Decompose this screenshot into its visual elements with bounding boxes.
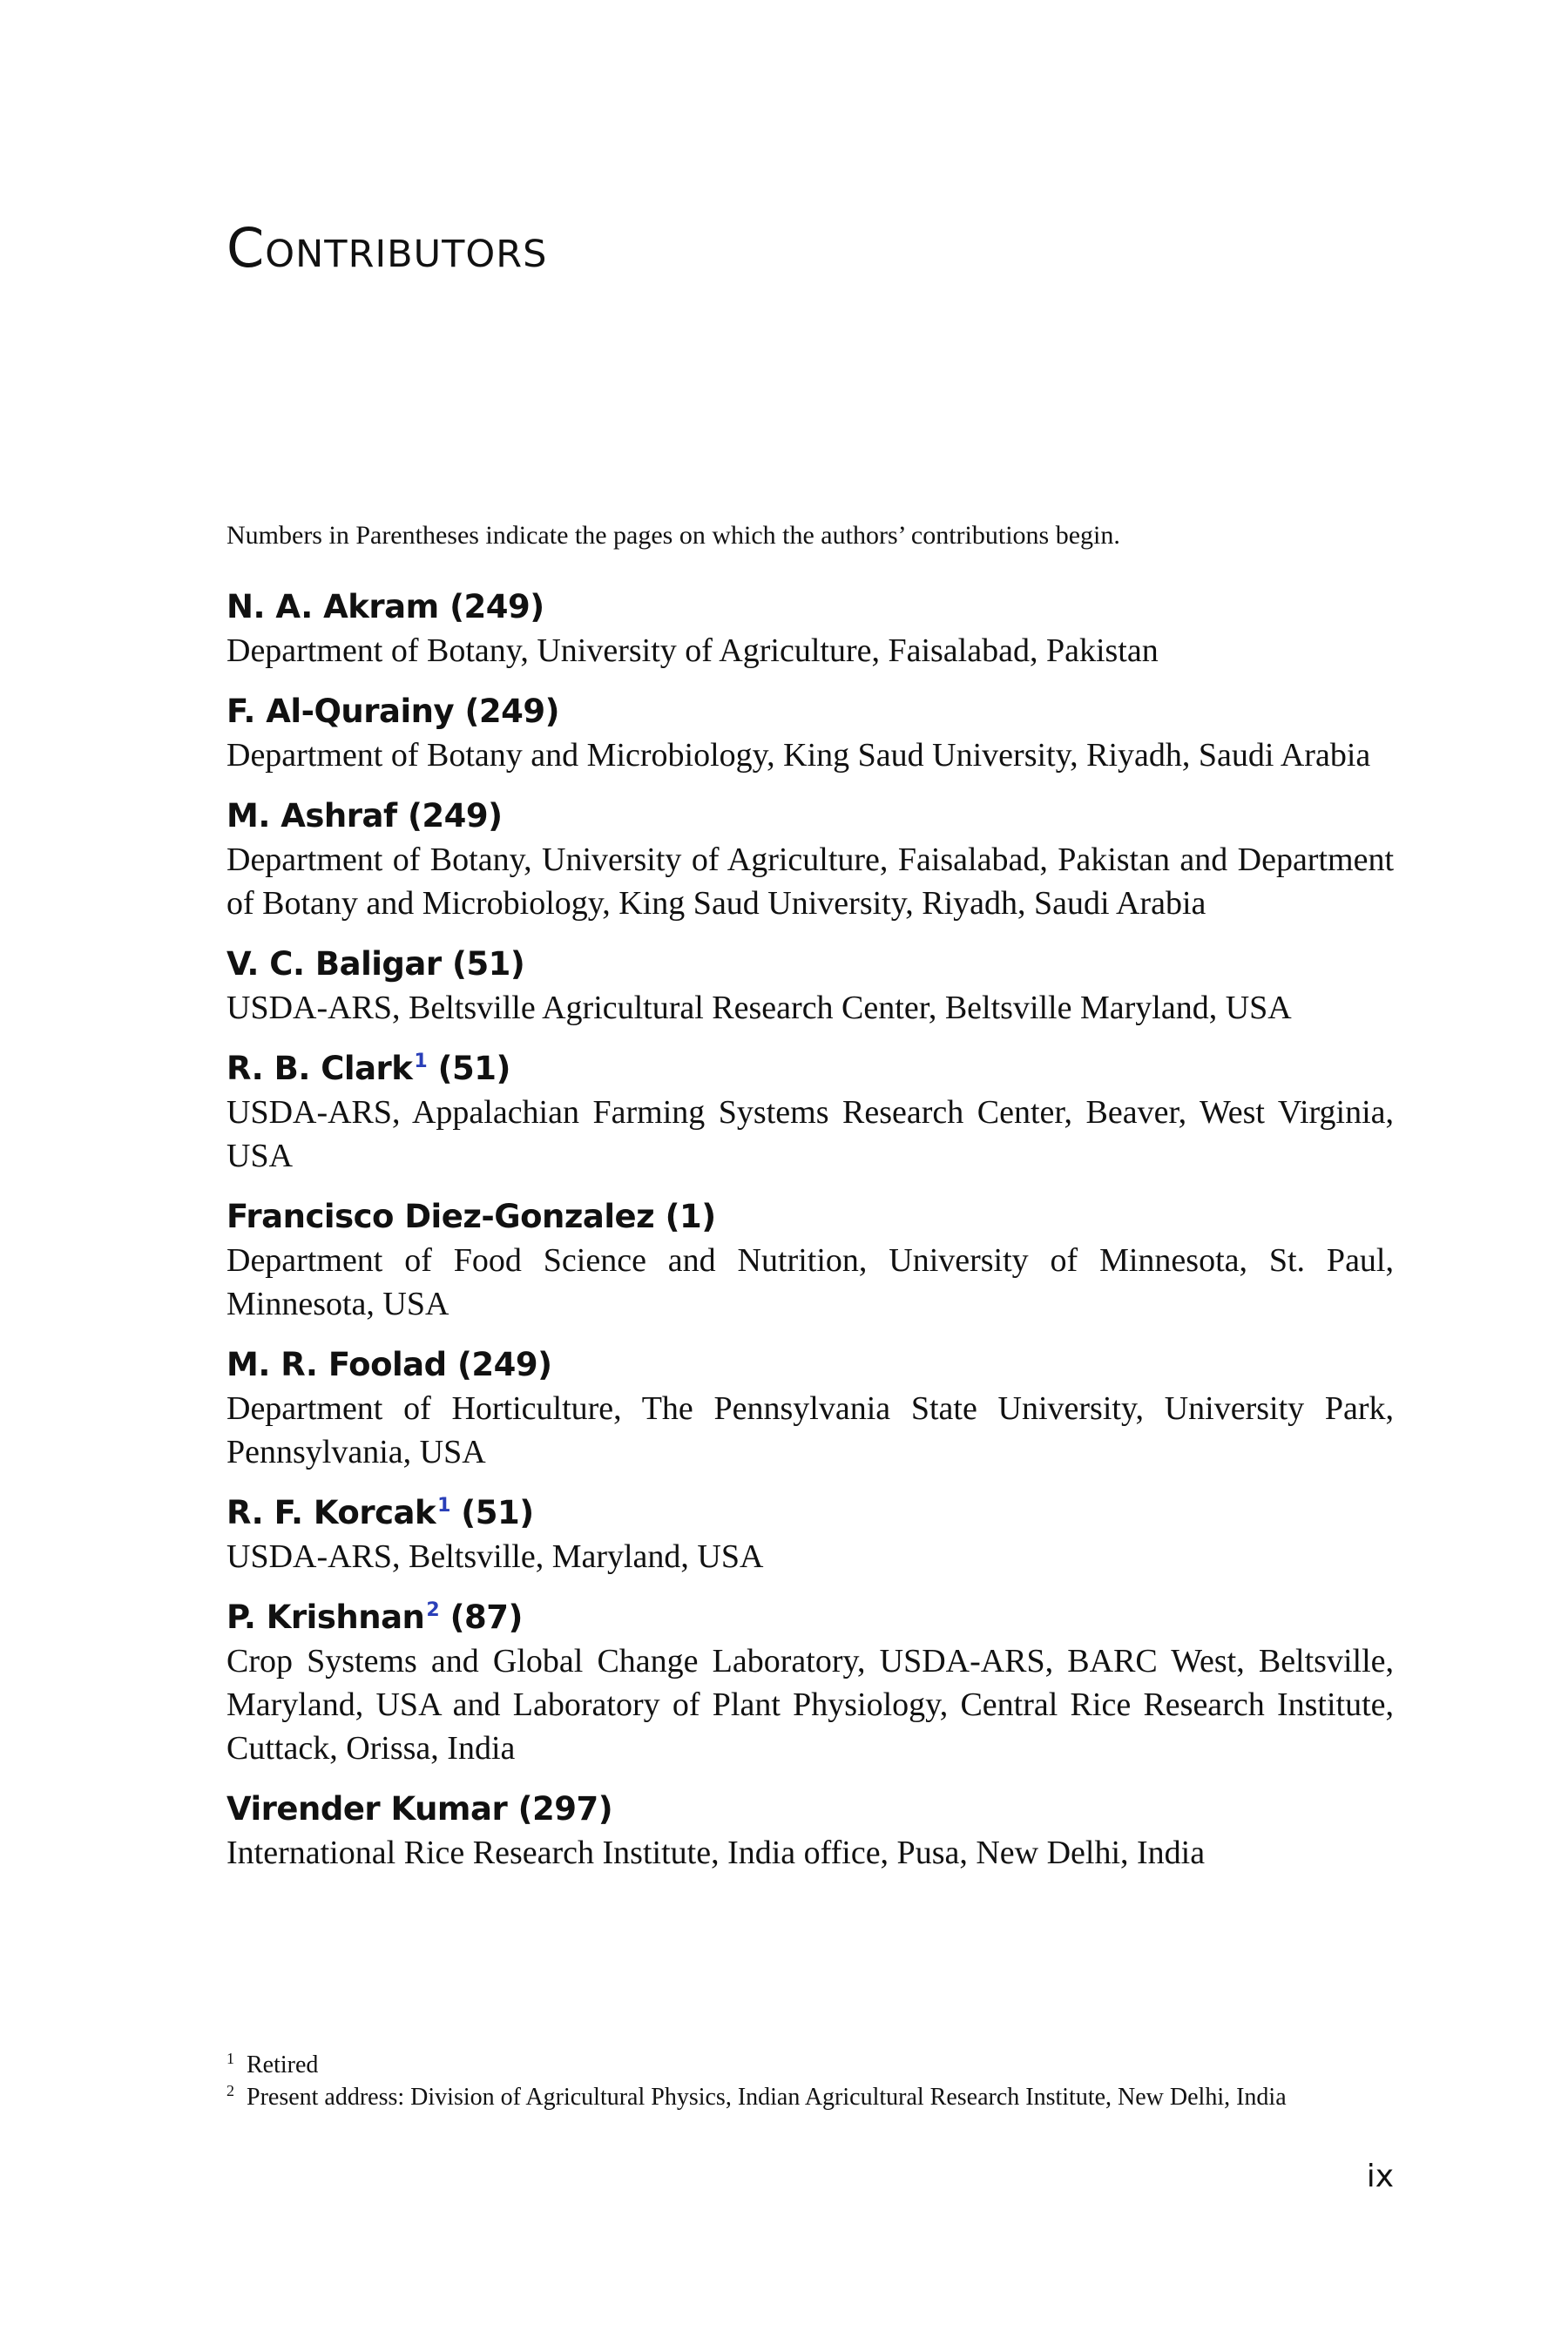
footnote bbox=[226, 2081, 1394, 2113]
contributor-name-line bbox=[226, 1788, 1394, 1831]
contributor-entry bbox=[226, 1596, 1394, 1770]
contributor-name-line bbox=[226, 1195, 1394, 1239]
contributor-page: (249) bbox=[449, 588, 544, 625]
contributor-name: M. R. Foolad bbox=[226, 1346, 447, 1383]
contributor-page: (297) bbox=[517, 1790, 613, 1828]
contributor-affiliation: Department of Food Science and Nutrition, University of Minnesota, St. Paul, Minnesota, USA bbox=[226, 1242, 1394, 1322]
contributor-page: (51) bbox=[437, 1050, 510, 1087]
page-number: ix bbox=[1366, 2159, 1394, 2194]
contributor-name-line bbox=[226, 1596, 1394, 1639]
contributor-name-line bbox=[226, 943, 1394, 986]
contributor-name: Francisco Diez-Gonzalez bbox=[226, 1198, 655, 1235]
footnote-text: Retired bbox=[247, 2051, 319, 2078]
contributor-entry bbox=[226, 1195, 1394, 1326]
contributor-page: (249) bbox=[407, 797, 503, 835]
contributor-name-line bbox=[226, 1491, 1394, 1535]
contributor-entry bbox=[226, 1343, 1394, 1474]
footnote-marker[interactable]: 1 bbox=[414, 1051, 428, 1072]
footnote-mark: 2 bbox=[226, 2082, 234, 2099]
contributor-affiliation: Department of Horticulture, The Pennsylvania State University, University Park, Pennsylvania, USA bbox=[226, 1390, 1394, 1470]
contributor-entry bbox=[226, 585, 1394, 672]
contributor-name: Virender Kumar bbox=[226, 1790, 508, 1828]
contributor-name-line bbox=[226, 1343, 1394, 1387]
contributor-page: (87) bbox=[449, 1598, 523, 1636]
contributor-page: (51) bbox=[452, 945, 525, 983]
contributor-page: (249) bbox=[464, 693, 560, 730]
footnote-marker[interactable]: 2 bbox=[426, 1599, 440, 1621]
contributor-page: (249) bbox=[457, 1346, 552, 1383]
contributor-entry bbox=[226, 690, 1394, 777]
page-title: Contributors bbox=[226, 216, 548, 280]
contributor-affiliation: Department of Botany and Microbiology, King Saud University, Riyadh, Saudi Arabia bbox=[226, 737, 1371, 774]
contributor-name: M. Ashraf bbox=[226, 797, 397, 835]
footnote-mark: 1 bbox=[226, 2050, 234, 2067]
contributor-affiliation: Department of Botany, University of Agriculture, Faisalabad, Pakistan bbox=[226, 632, 1159, 669]
book-page bbox=[226, 0, 1394, 2352]
footnotes bbox=[226, 2049, 1394, 2113]
contributor-name: R. F. Korcak bbox=[226, 1494, 436, 1531]
contributor-entry bbox=[226, 1788, 1394, 1875]
contributor-affiliation: International Rice Research Institute, India office, Pusa, New Delhi, India bbox=[226, 1835, 1206, 1871]
contributor-name: F. Al-Qurainy bbox=[226, 693, 455, 730]
contributor-name: R. B. Clark bbox=[226, 1050, 413, 1087]
footnote bbox=[226, 2049, 1394, 2081]
contributor-name: P. Krishnan bbox=[226, 1598, 425, 1636]
contributor-entry bbox=[226, 794, 1394, 925]
contributor-page: (1) bbox=[665, 1198, 716, 1235]
contributor-name-line bbox=[226, 585, 1394, 629]
contributor-affiliation: Department of Botany, University of Agriculture, Faisalabad, Pakistan and Department of Botany and Microbiology, King Saud University, Riyadh, Saudi Arabia bbox=[226, 841, 1394, 922]
contributor-name: N. A. Akram bbox=[226, 588, 439, 625]
contributor-affiliation: USDA-ARS, Beltsville Agricultural Research Center, Beltsville Maryland, USA bbox=[226, 990, 1292, 1026]
footnote-text: Present address: Division of Agricultural Physics, Indian Agricultural Research Institute, New Delhi, India bbox=[247, 2084, 1287, 2111]
contributor-affiliation: USDA-ARS, Beltsville, Maryland, USA bbox=[226, 1538, 764, 1575]
contributor-name-line bbox=[226, 794, 1394, 838]
intro-note: Numbers in Parentheses indicate the pages on which the authors’ contributions begin. bbox=[226, 521, 1120, 550]
contributor-affiliation: Crop Systems and Global Change Laboratory, USDA-ARS, BARC West, Beltsville, Maryland, USA and Laboratory of Plant Physiology, Central Rice Research Institute, Cuttack, Orissa, India bbox=[226, 1643, 1394, 1767]
contributor-entry bbox=[226, 1047, 1394, 1178]
contributor-entry bbox=[226, 943, 1394, 1030]
contributor-name-line bbox=[226, 690, 1394, 733]
contributor-page: (51) bbox=[461, 1494, 534, 1531]
contributor-name: V. C. Baligar bbox=[226, 945, 442, 983]
contributor-name-line bbox=[226, 1047, 1394, 1091]
contributor-entry bbox=[226, 1491, 1394, 1578]
contributor-affiliation: USDA-ARS, Appalachian Farming Systems Research Center, Beaver, West Virginia, USA bbox=[226, 1094, 1394, 1174]
contributor-list bbox=[226, 585, 1394, 1892]
footnote-marker[interactable]: 1 bbox=[437, 1495, 450, 1517]
